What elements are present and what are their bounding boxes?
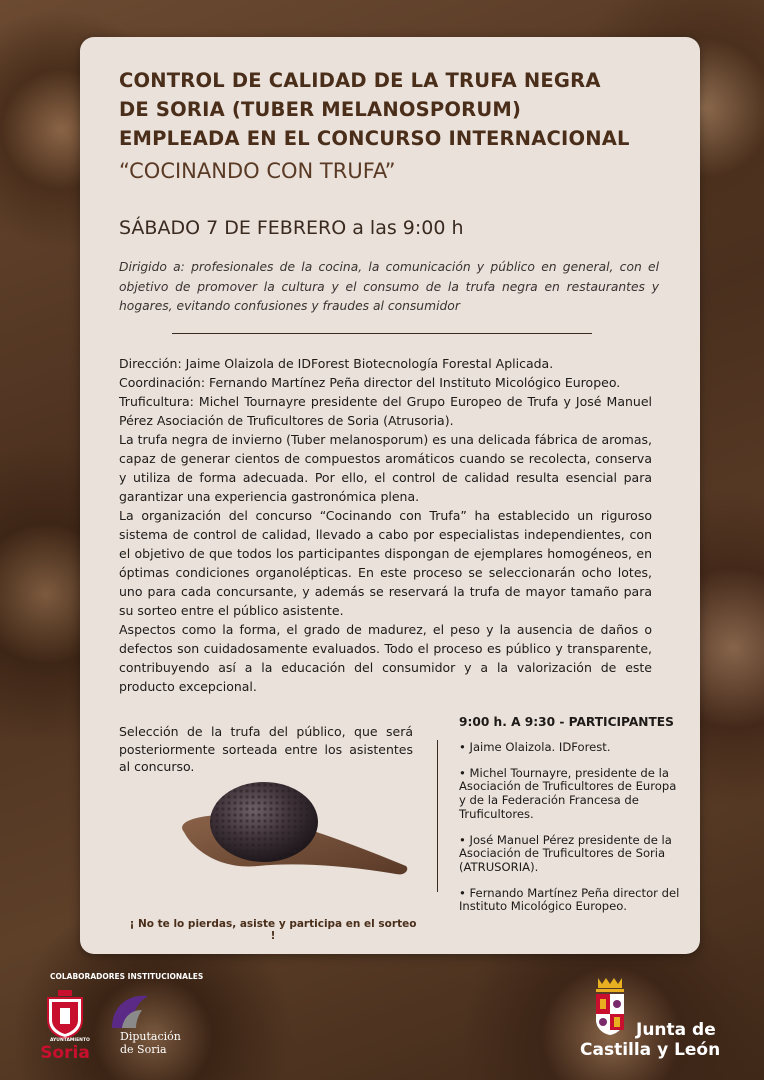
body-paragraph: La trufa negra de invierno (Tuber melanosporum) es una delicada fábrica de aromas, capaz de generar cientos de compuestos aromáticos cuando se recolecta, conserva y utiliza de forma adecuada. Por ello, el control de calidad resulta esencial para garantizar una experiencia gastronómica plena.: [119, 432, 652, 504]
participant-item: • Michel Tournayre, presidente de la Asociación de Truficultores de Europa y de la Federación Francesa de Truficultores.: [459, 765, 677, 821]
diputacion-line1: Diputación: [120, 1030, 181, 1043]
vertical-divider: [437, 740, 438, 892]
body-paragraph: Dirección: Jaime Olaizola de IDForest Biotecnología Forestal Aplicada.: [119, 356, 554, 371]
body-paragraph: Truficultura: Michel Tournayre presidente del Grupo Europeo de Trufa y José Manuel Pérez Asociación de Truficultores de Soria (Atrusoria).: [119, 394, 652, 428]
diputacion-soria-logo: [106, 992, 196, 1062]
jcyl-line2: Castilla y León: [580, 1040, 721, 1060]
jcyl-line1: Junta de: [636, 1020, 716, 1040]
event-title: [119, 66, 679, 153]
truffle-on-spoon-image: [178, 770, 410, 890]
junta-castilla-leon-logo: [578, 976, 728, 1062]
body-paragraph: Coordinación: Fernando Martínez Peña director del Instituto Micológico Europeo.: [119, 375, 621, 390]
event-date: SÁBADO 7 DE FEBRERO a las 9:00 h: [119, 217, 464, 239]
description-body: [119, 354, 652, 696]
castilla-leon-crest-icon: [590, 976, 630, 1036]
diputacion-line2: de Soria: [120, 1043, 167, 1056]
collaborators-label: COLABORADORES INSTITUCIONALES: [50, 972, 204, 981]
soria-name: Soria: [40, 1043, 90, 1063]
event-subtitle: “COCINANDO CON TRUFA”: [119, 159, 396, 183]
divider: [172, 333, 592, 334]
soria-small-label: AYUNTAMIENTO: [50, 1038, 90, 1043]
participants-schedule: [459, 715, 684, 926]
title-line: CONTROL DE CALIDAD DE LA TRUFA NEGRA: [119, 69, 601, 92]
diputacion-emblem-icon: [108, 992, 158, 1030]
target-audience-text: Dirigido a: profesionales de la cocina, la comunicación y público en general, con el objetivo de promover la cultura y el consumo de la trufa negra en restaurantes y hogares, evitando confusiones y fraudes al consumidor: [119, 260, 659, 313]
participant-item: • José Manuel Pérez presidente de la Asociación de Truficultores de Soria (ATRUSORIA).: [459, 832, 672, 874]
title-line: EMPLEADA EN EL CONCURSO INTERNACIONAL: [119, 127, 630, 150]
soria-shield-icon: [36, 990, 94, 1040]
raffle-call-to-action: ¡ No te lo pierdas, asiste y participa en el sorteo !: [129, 918, 417, 942]
body-paragraph: Aspectos como la forma, el grado de madurez, el peso y la ausencia de daños o defectos son cuidadosamente evaluados. Todo el proceso es público y transparente, contribuyendo así a la educación del consumidor y a la valorización de este producto excepcional.: [119, 622, 652, 694]
body-paragraph: La organización del concurso “Cocinando con Trufa” ha establecido un riguroso sistema de control de calidad, llevado a cabo por especialistas independientes, con el objetivo de que todos los participantes dispongan de ejemplares homogéneos, en óptimas condiciones organolépticas. En este proceso se seleccionarán ocho lotes, uno para cada concursante, y además se reservará la trufa de mayor tamaño para su sorteo entre el público asistente.: [119, 508, 652, 618]
schedule-heading: 9:00 h. A 9:30 - PARTICIPANTES: [459, 715, 674, 729]
participant-item: • Jaime Olaizola. IDForest.: [459, 740, 611, 754]
title-line: DE SORIA (TUBER MELANOSPORUM): [119, 98, 522, 121]
ayuntamiento-soria-logo: [36, 990, 94, 1062]
participant-item: • Fernando Martínez Peña director del Instituto Micológico Europeo.: [459, 885, 680, 914]
selection-caption: Selección de la trufa del público, que será posteriormente sorteada entre los asistentes al concurso.: [119, 724, 413, 774]
